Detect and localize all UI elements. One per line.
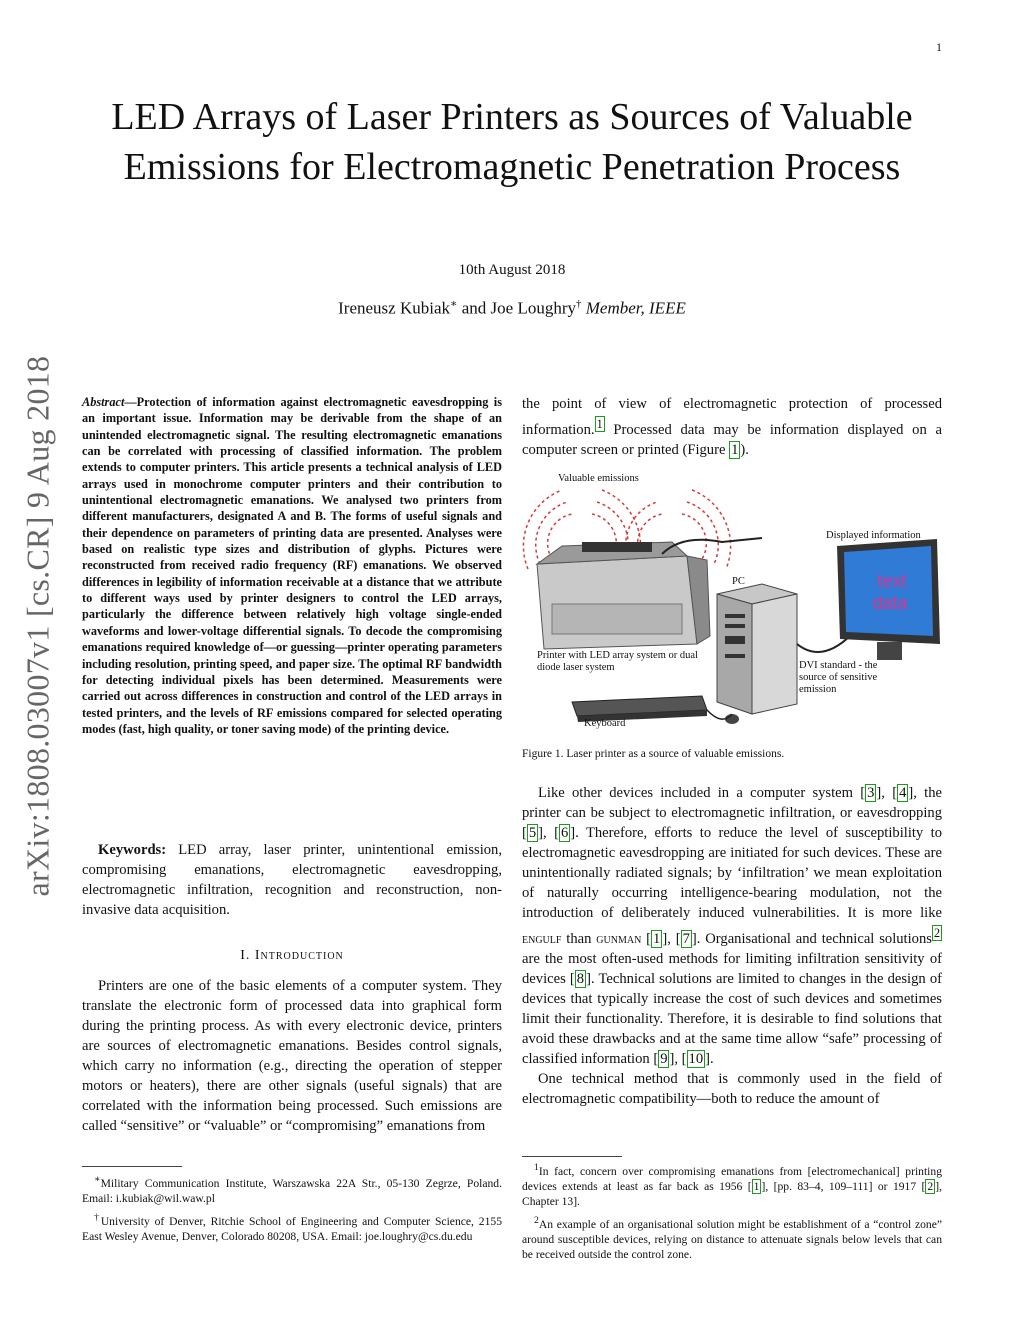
mouse-illustration bbox=[725, 714, 739, 724]
fn-cite-2[interactable]: 2 bbox=[927, 1179, 934, 1193]
cite-9[interactable]: 9 bbox=[660, 1050, 668, 1067]
author-membership: Member, IEEE bbox=[585, 298, 686, 318]
author-and: and bbox=[461, 298, 487, 318]
right-paragraph-2: One technical method that is commonly used in the field of electromagnetic compatibility—both to reduce the amount of bbox=[522, 1070, 942, 1107]
footnote-1: $^1$In fact, concern over compromising emanations from [electromechanical] printing devices extends at least as far back as 1956 [ 1 ], [pp. 83–4, 109–111] or 1917 [ 2 ], Chapter 13]. bbox=[522, 1162, 942, 1208]
monitor-illustration bbox=[837, 539, 940, 660]
label-dvi: DVI standard - the source of sensitive emission bbox=[799, 660, 878, 695]
arxiv-stamp: arXiv:1808.03007v1 [cs.CR] 9 Aug 2018 bbox=[19, 355, 56, 897]
printer-illustration bbox=[537, 542, 710, 649]
author-2: Joe Loughry bbox=[490, 298, 577, 318]
figure-caption: Figure 1. Laser printer as a source of valuable emissions. bbox=[522, 748, 785, 760]
term-engulf: engulf bbox=[522, 930, 562, 947]
label-keyboard: Keyboard bbox=[584, 718, 626, 729]
cite-7[interactable]: 7 bbox=[682, 930, 690, 947]
keywords-text: LED array, laser printer, unintentional emission, compromising emanations, electromagnetic eavesdropping, electromagnetic infiltration, recognition and reconstruction, non-invasive data acquisition. bbox=[82, 842, 503, 918]
abstract-text: —Protection of information against electromagnetic eavesdropping is an important issue. Information may be derivable from the shape of an unintended electromagnetic signal. The resulting electromagnetic emanations can be correlated with processing of classified information. The problem extends to computer printers. This article presents a technical analysis of LED arrays used in monochrome computer printers and their contribution to unintentional electromagnetic emanations. We analysed two printers from different manufacturers, designated A and B. The forms of useful signals and their dependence on parameters of printing data are presented. Analyses were based on realistic type sizes and distribution of glyphs. Pictures were reconstructed from received radio frequency (RF) emanations. We observed differences in legibility of information receivable at a distance that we attribute to different ways used by printer designers to control the LED arrays, particularly the difference between relatively high voltage single-ended waveforms and lower-voltage differential signals. To decode the compromising emanations required knowledge of—or guessing—printer operating parameters including resolution, printing speed, and paper size. The optimal RF bandwidth for detecting individual pixels has been determined. Measurements were carried out across differences in construction and control of the LED arrays in tested printers, and the levels of RF emissions compared for selected operating modes (fast, high quality, or toner saving mode) of the printing device. bbox=[82, 395, 502, 736]
keywords-label: Keywords: bbox=[98, 842, 167, 858]
paper-title: LED Arrays of Laser Printers as Sources of Valuable Emissions for Electromagnetic Penetration Process bbox=[111, 96, 913, 188]
cite-3[interactable]: 3 bbox=[867, 785, 875, 801]
right-paragraph-1: Like other devices included in a computer system [ 3 ], [ 4 ], the printer can be subject to electromagnetic infiltration, or eavesdropping [ 5 ], [ 6 ]. Therefore, efforts to reduce the level of susceptibility to electromagnetic eavesdropping are initiated for such devices. These are unintentionally radiated signals; by ‘infiltration’ we mean exploitation of naturally occurring intelligence-bearing modulation, not the introduction of deliberately induced vulnerabilities. It is more like engulf than gunman [ 1 ], [ 7 ]. Organisational and technical solutions $^2$ are the most often-used methods for limiting infiltration sensitivity of devices [ 8 ]. Technical solutions are limited to changes in the design of devices that typically increase the cost of such devices and sometimes limit their functionality. Therefore, it is desirable to find solutions that avoid these drawbacks and at the same time allow “safe” processing of classified information [ 9 ], [ 10 ]. bbox=[522, 785, 942, 1067]
footnote-affiliation-1: ∗Military Communication Institute, Warszawska 22A Str., 05-130 Zegrze, Poland. Email: i.kubiak@wil.waw.pl bbox=[82, 1174, 502, 1205]
abstract-label: Abstract bbox=[82, 395, 125, 409]
footnote-rule-right bbox=[522, 1156, 622, 1157]
label-printer: Printer with LED array system or dual diode laser system bbox=[537, 650, 698, 673]
author-1: Ireneusz Kubiak bbox=[338, 298, 451, 318]
label-pc: PC bbox=[732, 576, 745, 587]
right-top-paragraph: the point of view of electromagnetic protection of processed information. $^1$ Processed data may be information displayed on a computer screen or printed (Figure 1 ). bbox=[522, 396, 942, 458]
footnote-affiliation-2: †University of Denver, Ritchie School of Engineering and Computer Science, 2155 East Wesley Avenue, Denver, Colorado 80208, USA. Email: joe.loughry@cs.du.edu bbox=[82, 1211, 502, 1243]
pc-tower-illustration bbox=[717, 584, 797, 714]
abstract bbox=[82, 394, 502, 737]
footnote-2: $^2$An example of an organisational solution might be establishment of a “control zone” around susceptible devices, relying on distance to attenuate signals below levels that can be received outside the control zone. bbox=[522, 1214, 942, 1261]
term-gunman: gunman bbox=[596, 930, 642, 947]
figure-illustration bbox=[522, 464, 942, 739]
monitor-screen bbox=[844, 546, 933, 636]
cite-10[interactable]: 10 bbox=[688, 1050, 704, 1067]
author-1-mark: ∗ bbox=[450, 298, 458, 310]
intro-paragraph: Printers are one of the basic elements of a computer system. They translate the electronic form of processed data into graphical form during the printing process. As with every electronic device, printers are sources of electromagnetic emanations. Besides control signals, which carry no information (e.g., directing the operation of stepper motors or heaters), there are other signals (useful signals) that are correlated with the information being processed. Such emissions are called “sensitive” or “valuable” or “compromising” emanations from bbox=[82, 978, 502, 1134]
label-valuable-emissions: Valuable emissions bbox=[558, 473, 639, 484]
section-heading: I. Introduction bbox=[240, 948, 344, 963]
screen-text-line-2: data bbox=[872, 593, 908, 613]
cite-1[interactable]: 1 bbox=[653, 930, 661, 947]
footnote-rule-left bbox=[82, 1166, 182, 1167]
cite-5[interactable]: 5 bbox=[528, 825, 537, 841]
footnotes-right bbox=[522, 1160, 942, 1266]
screen-text-line-1: text bbox=[877, 571, 907, 591]
figure-ref-1[interactable]: 1 bbox=[731, 441, 739, 458]
page-number: 1 bbox=[936, 40, 942, 54]
author-line bbox=[0, 297, 1024, 319]
cite-8[interactable]: 8 bbox=[576, 970, 585, 987]
right-body bbox=[522, 783, 942, 1109]
figure-1 bbox=[522, 464, 942, 739]
cite-4[interactable]: 4 bbox=[899, 785, 907, 801]
paper-date: 10th August 2018 bbox=[458, 262, 566, 278]
footnotes-left bbox=[82, 1172, 502, 1248]
fn-cite-1[interactable]: 1 bbox=[753, 1179, 760, 1193]
footnote-ref-2[interactable]: 2 bbox=[933, 926, 941, 940]
author-2-mark: † bbox=[576, 298, 582, 310]
label-displayed-information: Displayed information bbox=[826, 530, 921, 541]
keywords bbox=[82, 840, 502, 920]
cite-6[interactable]: 6 bbox=[560, 825, 569, 841]
footnote-ref-1[interactable]: 1 bbox=[596, 417, 603, 431]
